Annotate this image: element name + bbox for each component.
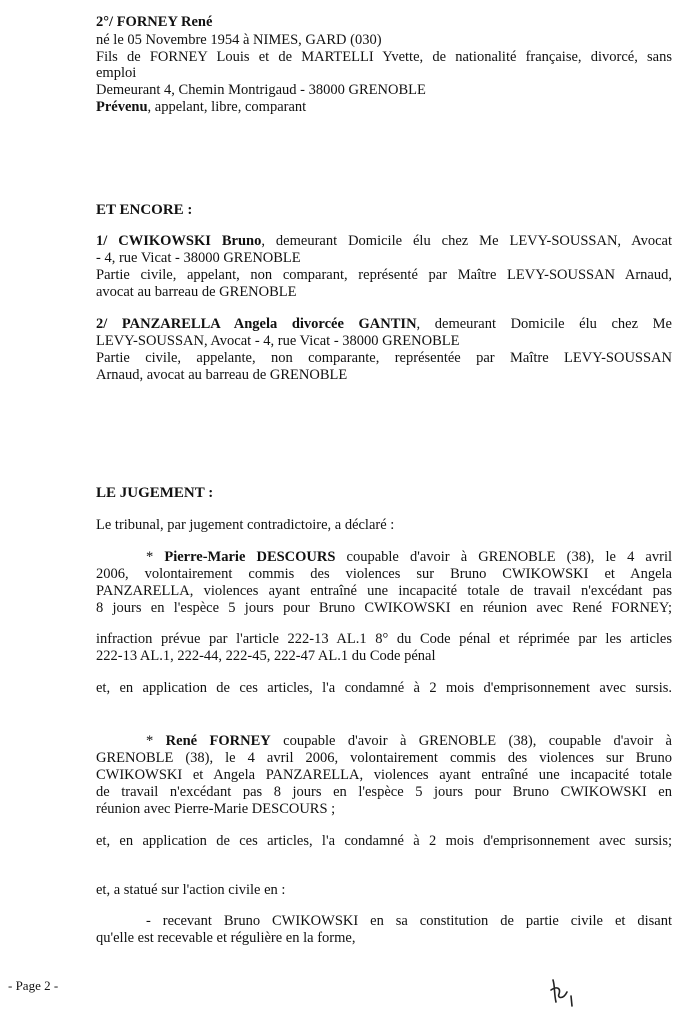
party1-line4: avocat au barreau de GRENOBLE [96, 284, 297, 300]
section-heading-et-encore: ET ENCORE : [96, 202, 193, 218]
defendant-heading: 2°/ FORNEY René [96, 14, 213, 30]
party1-line2: - 4, rue Vicat - 38000 GRENOBLE [96, 250, 301, 266]
jugement-intro: Le tribunal, par jugement contradictoire, a déclaré : [96, 517, 395, 533]
p1-line2: 2006, volontairement commis des violences sur Bruno CWIKOWSKI et Angela [96, 566, 672, 582]
defendant-birth: né le 05 Novembre 1954 à NIMES, GARD (030) [96, 32, 382, 48]
page-number: - Page 2 - [8, 978, 59, 993]
defendant-address: Demeurant 4, Chemin Montrigaud - 38000 GRENOBLE [96, 82, 426, 98]
party1-line1: 1/ CWIKOWSKI Bruno, demeurant Domicile élu chez Me LEVY-SOUSSAN, Avocat [96, 233, 673, 249]
defendant-status: Prévenu, appelant, libre, comparant [96, 99, 307, 115]
p1-line3: PANZARELLA, violences ayant entraîné une incapacité totale de travail n'excédant pas [96, 583, 672, 599]
p2-line5: réunion avec Pierre-Marie DESCOURS ; [96, 801, 336, 817]
party2-line1: 2/ PANZARELLA Angela divorcée GANTIN, demeurant Domicile élu chez Me [96, 316, 672, 332]
party2-line3: Partie civile, appelante, non comparante, représentée par Maître LEVY-SOUSSAN [96, 350, 672, 366]
civil-line2: qu'elle est recevable et régulière en la forme, [96, 930, 356, 946]
party1-line3: Partie civile, appelant, non comparant, représenté par Maître LEVY-SOUSSAN Arnaud, [96, 267, 672, 283]
p2-line4: de travail n'excédant pas 8 jours en l'espèce 5 jours pour Bruno CWIKOWSKI en [96, 784, 672, 800]
defendant-parents-line1: Fils de FORNEY Louis et de MARTELLI Yvette, de nationalité française, divorcé, sans [96, 49, 672, 65]
p2-line1: * René FORNEY coupable d'avoir à GRENOBLE (38), coupable d'avoir à [146, 733, 672, 749]
infraction-line1: infraction prévue par l'article 222-13 AL.1 8° du Code pénal et réprimée par les articles [96, 631, 672, 647]
party2-line2: LEVY-SOUSSAN, Avocat - 4, rue Vicat - 38000 GRENOBLE [96, 333, 460, 349]
p1-line1: * Pierre-Marie DESCOURS coupable d'avoir à GRENOBLE (38), le 4 avril [146, 549, 672, 565]
civil-line1: - recevant Bruno CWIKOWSKI en sa constitution de partie civile et disant [146, 913, 672, 929]
p1-line4: 8 jours en l'espèce 5 jours pour Bruno CWIKOWSKI en réunion avec René FORNEY; [96, 600, 672, 616]
infraction-line2: 222-13 AL.1, 222-44, 222-45, 222-47 AL.1 du Code pénal [96, 648, 436, 664]
sentence-1: et, en application de ces articles, l'a condamné à 2 mois d'emprisonnement avec sursis. [96, 680, 672, 696]
party2-line4: Arnaud, avocat au barreau de GRENOBLE [96, 367, 348, 383]
civil-intro: et, a statué sur l'action civile en : [96, 882, 286, 898]
section-heading-jugement: LE JUGEMENT : [96, 485, 214, 501]
sentence-2: et, en application de ces articles, l'a condamné à 2 mois d'emprisonnement avec sursis; [96, 833, 672, 849]
p2-line2: GRENOBLE (38), le 4 avril 2006, volontairement commis des violences sur Bruno [96, 750, 672, 766]
defendant-parents-line2: emploi [96, 65, 137, 81]
p2-line3: CWIKOWSKI et Angela PANZARELLA, violences ayant entraîné une incapacité totale [96, 767, 672, 783]
initials-signature [545, 972, 585, 1012]
